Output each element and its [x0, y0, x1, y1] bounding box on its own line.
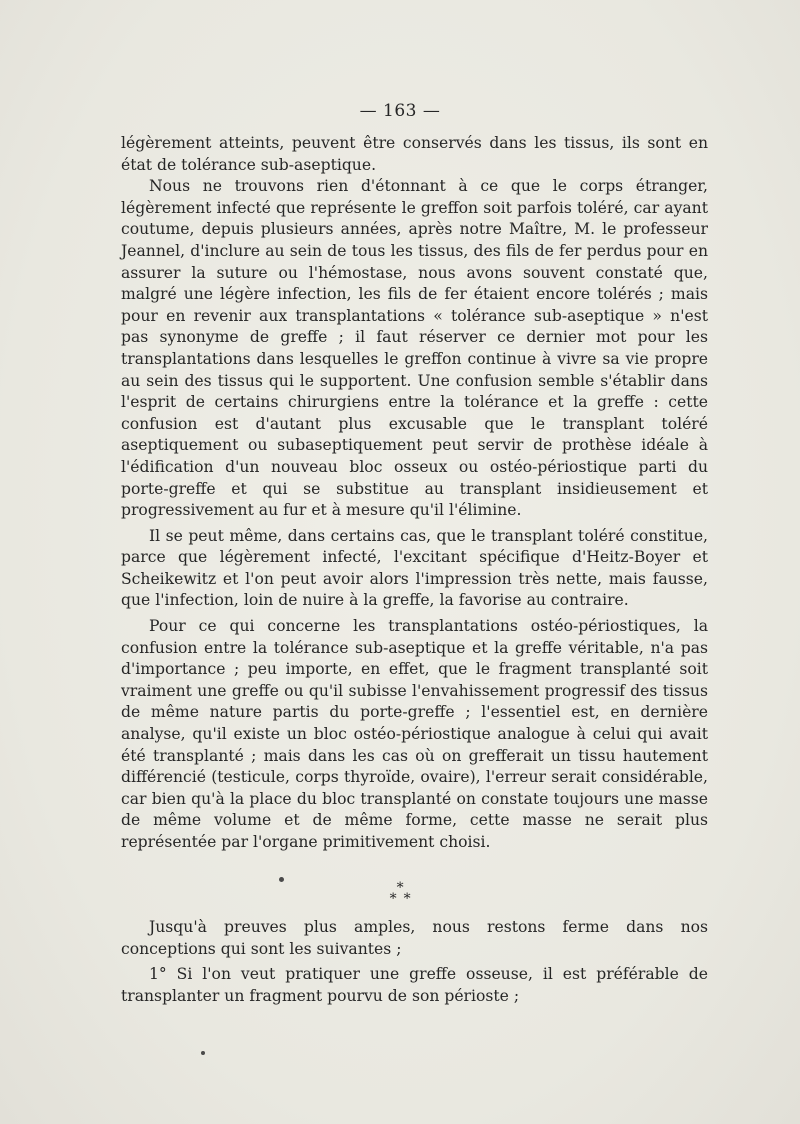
- paragraph-conception-1: 1° Si l'on veut pratiquer une greffe osseuse, il est préférable de transplanter un fragment pourvu de son périoste ;: [121, 965, 708, 1005]
- print-speck-mark: [201, 1051, 205, 1055]
- paragraph-conceptions: Jusqu'à preuves plus amples, nous restons ferme dans nos conceptions qui sont les suivantes ;: [121, 918, 708, 958]
- asterism-separator: [0, 877, 800, 904]
- paragraph-tolerance: Nous ne trouvons rien d'étonnant à ce que le corps étranger, légèrement infecté que représente le greffon soit parfois toléré, car ayant coutume, depuis plusieurs années, après notre Maître, M. le professeur Jeannel, d'inclure au sein de tous les tissus, des fils de fer perdus pour en assurer la suture ou l'hémostase, nous avons souvent constaté que, malgré une légère infection, les fils de fer étaient encore tolérés ; mais pour en revenir aux transplantations « tolérance sub-aseptique » n'est pas synonyme de greffe ; il faut réserver ce dernier mot pour les transplantations dans lesquelles le greffon continue à vivre sa vie propre au sein des tissus qui le supportent. Une confusion semble s'établir dans l'esprit de certains chirurgiens entre la tolérance et la greffe : cette confusion est d'autant plus excusable que le transplant toléré aseptiquement ou subaseptiquement peut servir de prothèse idéale à l'édification d'un nouveau bloc osseux ou ostéo-périostique parti du porte-greffe et qui se substitue au transplant insidieusement et progressivement au fur et à mesure qu'il l'élimine.: [121, 177, 708, 520]
- conclusions-text-block: [121, 917, 708, 1007]
- page-number: — 163 —: [359, 101, 441, 121]
- paragraph-osteo-periostique: Pour ce qui concerne les transplantations ostéo-périostiques, la confusion entre la tolérance sub-aseptique et la greffe véritable, n'a pas d'importance ; peu importe, en effet, que le fragment transplanté soit vraiment une greffe ou qu'il subisse l'envahissement progressif des tissus de même nature partis du porte-greffe ; l'essentiel est, en dernière analyse, qu'il existe un bloc ostéo-périostique analogue à celui qui avait été transplanté ; mais dans les cas où on grefferait un tissu hautement différencié (testicule, corps thyroïde, ovaire), l'erreur serait considérable, car bien qu'à la place du bloc transplanté on constate toujours une masse de même volume et de même forme, cette masse ne serait plus représentée par l'organe primitivement choisi.: [121, 617, 708, 851]
- paragraph-heitz-boyer: Il se peut même, dans certains cas, que le transplant toléré constitue, parce que légèrement infecté, l'excitant spécifique d'Heitz-Boyer et Scheikewitz et l'on peut avoir alors l'impression très nette, mais fausse, que l'infection, loin de nuire à la greffe, la favorise au contraire.: [121, 526, 708, 610]
- main-text-block: [121, 133, 708, 854]
- print-speck-mark: [279, 877, 284, 882]
- asterism-text: ∗ ∗ ∗: [388, 877, 412, 904]
- paragraph-continuation: légèrement atteints, peuvent être conservés dans les tissus, ils sont en état de tolérance sub-aseptique.: [121, 134, 708, 174]
